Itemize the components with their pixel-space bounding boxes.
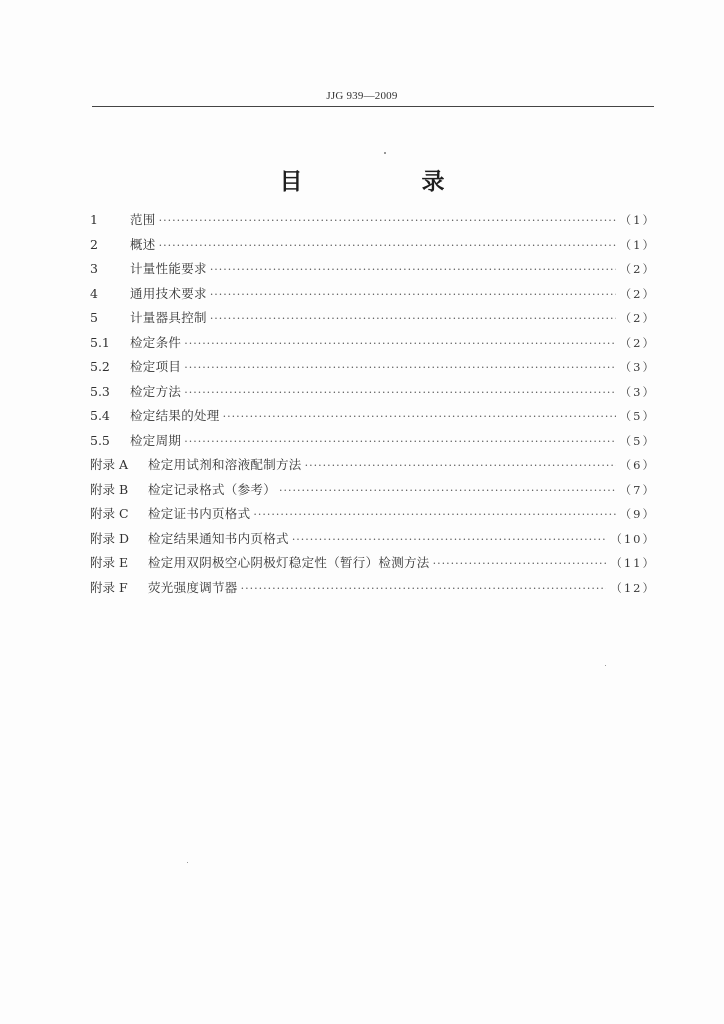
toc-entry-number: 5.1 [90, 334, 110, 350]
toc-entry-label: 检定结果的处理 [130, 408, 220, 423]
toc-entry-page: （9） [619, 507, 656, 521]
toc-dot-leader [241, 577, 607, 602]
toc-entry-number: 2 [90, 236, 98, 252]
toc-dot-leader [433, 552, 607, 577]
toc-dot-leader [159, 209, 616, 234]
toc-dot-leader [184, 356, 615, 381]
toc-entry-label: 检定证书内页格式 [148, 506, 251, 521]
scan-speck [384, 152, 386, 154]
toc-entry[interactable] [90, 331, 656, 356]
toc-entry-number: 1 [90, 212, 98, 227]
toc-entry[interactable] [90, 282, 656, 307]
toc-entry-page: （11） [610, 556, 656, 570]
toc-entry-page: （7） [619, 482, 656, 497]
toc-entry-page: （5） [619, 409, 656, 423]
toc-entry-page: （2） [619, 262, 656, 276]
toc-entry-number: 附录 C [90, 506, 129, 521]
toc-entry[interactable] [90, 551, 656, 576]
toc-entry[interactable] [90, 257, 656, 282]
toc-entry-number: 5 [90, 310, 98, 325]
toc-entry[interactable] [90, 233, 656, 258]
toc-entry-number: 附录 E [90, 555, 129, 570]
toc-entry-label: 计量器具控制 [130, 310, 207, 325]
toc-entry-label: 检定周期 [130, 432, 182, 448]
toc-entry[interactable] [90, 208, 656, 233]
table-of-contents [90, 208, 656, 600]
toc-title: 目 录 [279, 169, 493, 195]
toc-entry[interactable] [90, 502, 656, 527]
toc-entry-page: （3） [619, 384, 656, 399]
toc-entry-number: 附录 A [90, 457, 129, 472]
toc-entry-number: 5.3 [90, 383, 110, 399]
toc-dot-leader [210, 258, 616, 283]
toc-dot-leader [159, 234, 616, 259]
toc-dot-leader [305, 454, 616, 479]
toc-entry-label: 检定方法 [130, 383, 182, 399]
toc-entry-page: （10） [610, 531, 656, 546]
toc-entry[interactable] [90, 429, 656, 454]
toc-entry-page: （12） [610, 580, 656, 595]
toc-entry[interactable] [90, 478, 656, 503]
toc-entry-label: 检定项目 [130, 359, 182, 374]
toc-entry-number: 附录 D [90, 530, 129, 546]
toc-entry-page: （1） [619, 213, 656, 227]
scan-speck [605, 665, 606, 666]
toc-entry-page: （2） [619, 286, 656, 301]
toc-entry[interactable] [90, 404, 656, 429]
toc-dot-leader [184, 430, 615, 455]
toc-entry[interactable] [90, 527, 656, 552]
toc-entry[interactable] [90, 576, 656, 601]
toc-entry-label: 通用技术要求 [130, 285, 207, 301]
toc-entry-number: 附录 F [90, 579, 128, 595]
toc-dot-leader [210, 283, 616, 308]
header-rule [92, 106, 654, 107]
standard-code-header: JJG 939—2009 [326, 90, 398, 102]
toc-entry-page: （6） [619, 458, 656, 472]
toc-entry-label: 概述 [130, 236, 156, 252]
toc-dot-leader [210, 307, 616, 332]
toc-entry-label: 检定用双阴极空心阴极灯稳定性（暂行）检测方法 [148, 555, 430, 570]
toc-entry-number: 3 [90, 261, 98, 276]
toc-entry-page: （2） [619, 311, 656, 325]
toc-entry-number: 5.4 [90, 408, 110, 423]
toc-entry-page: （1） [619, 237, 656, 252]
toc-entry-page: （3） [619, 360, 656, 374]
toc-dot-leader [223, 405, 616, 430]
toc-entry-number: 5.2 [90, 359, 110, 374]
toc-entry-label: 计量性能要求 [130, 261, 207, 276]
toc-dot-leader [279, 479, 616, 504]
toc-dot-leader [184, 332, 615, 357]
toc-entry-label: 检定条件 [130, 334, 182, 350]
toc-entry-number: 附录 B [90, 481, 129, 497]
toc-entry-label: 检定记录格式（参考） [148, 481, 277, 497]
toc-dot-leader [184, 381, 615, 406]
toc-entry-number: 4 [90, 285, 98, 301]
toc-entry-label: 检定结果通知书内页格式 [148, 530, 289, 546]
toc-entry-label: 荧光强度调节器 [148, 579, 238, 595]
toc-entry[interactable] [90, 306, 656, 331]
toc-entry-label: 检定用试剂和溶液配制方法 [148, 457, 302, 472]
toc-entry-page: （5） [619, 433, 656, 448]
toc-dot-leader [253, 503, 615, 528]
toc-dot-leader [292, 528, 607, 553]
toc-entry[interactable] [90, 355, 656, 380]
scan-speck [187, 862, 188, 863]
toc-entry-label: 范围 [130, 212, 156, 227]
toc-entry[interactable] [90, 380, 656, 405]
toc-entry[interactable] [90, 453, 656, 478]
toc-entry-page: （2） [619, 335, 656, 350]
toc-entry-number: 5.5 [90, 432, 110, 448]
